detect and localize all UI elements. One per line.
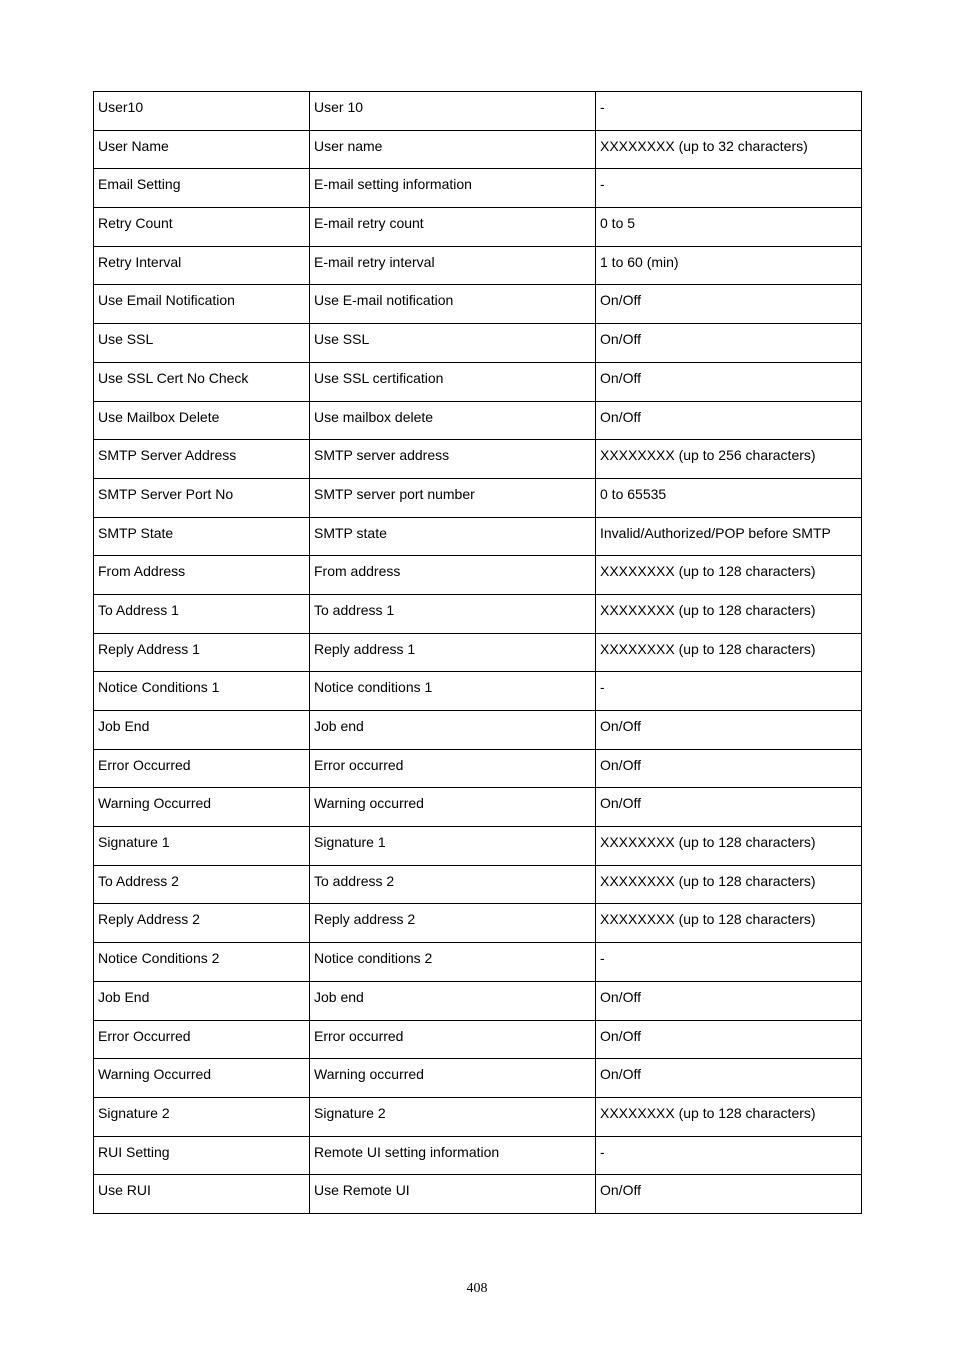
cell-text: Remote UI setting information: [314, 1143, 500, 1160]
cell-text: Retry Count: [98, 215, 173, 232]
setting-name-cell: [94, 981, 310, 1020]
value-cell: [596, 362, 862, 401]
value-cell: [596, 749, 862, 788]
cell-text: XXXXXXXX (up to 256 characters): [600, 447, 816, 464]
table-row: [94, 1175, 862, 1214]
value-cell: [596, 865, 862, 904]
setting-name-cell: [94, 324, 310, 363]
setting-name-cell: [94, 788, 310, 827]
setting-name-cell: [94, 478, 310, 517]
description-cell: [310, 788, 596, 827]
table-row: [94, 285, 862, 324]
table-row: [94, 1097, 862, 1136]
page-number: 408: [466, 1281, 488, 1296]
table-row: [94, 827, 862, 866]
table-row: [94, 981, 862, 1020]
description-cell: [310, 324, 596, 363]
cell-text: -: [600, 176, 605, 193]
cell-text: Error Occurred: [98, 756, 191, 773]
setting-name-cell: [94, 1097, 310, 1136]
table-row: [94, 594, 862, 633]
cell-text: Error occurred: [314, 1027, 404, 1044]
description-cell: [310, 1136, 596, 1175]
setting-name-cell: [94, 904, 310, 943]
setting-name-cell: [94, 672, 310, 711]
value-cell: [596, 246, 862, 285]
table-row: [94, 401, 862, 440]
value-cell: [596, 169, 862, 208]
value-cell: [596, 788, 862, 827]
cell-text: Signature 1: [314, 834, 386, 851]
cell-text: E-mail retry count: [314, 215, 424, 232]
cell-text: Use E-mail notification: [314, 292, 454, 309]
cell-text: User10: [98, 99, 144, 115]
cell-text: On/Off: [600, 795, 641, 812]
cell-text: Notice Conditions 1: [98, 679, 220, 696]
setting-name-cell: [94, 827, 310, 866]
value-cell: [596, 633, 862, 672]
setting-name-cell: [94, 92, 310, 131]
cell-text: Use Mailbox Delete: [98, 408, 220, 425]
cell-text: Notice Conditions 2: [98, 950, 220, 967]
setting-name-cell: [94, 711, 310, 750]
cell-text: Use SSL: [314, 331, 370, 348]
cell-text: Notice conditions 1: [314, 679, 433, 696]
cell-text: Use SSL certification: [314, 369, 444, 386]
value-cell: [596, 943, 862, 982]
description-cell: [310, 904, 596, 943]
cell-text: E-mail setting information: [314, 176, 472, 193]
description-cell: [310, 130, 596, 169]
cell-text: Signature 2: [314, 1104, 386, 1121]
value-cell: [596, 130, 862, 169]
value-cell: [596, 556, 862, 595]
description-cell: [310, 749, 596, 788]
table-row: [94, 208, 862, 247]
cell-text: On/Off: [600, 292, 641, 309]
description-cell: [310, 1097, 596, 1136]
cell-text: On/Off: [600, 1066, 641, 1083]
table-row: [94, 1020, 862, 1059]
cell-text: XXXXXXXX (up to 128 characters): [600, 834, 816, 851]
cell-text: Reply address 2: [314, 911, 416, 928]
cell-text: Use Email Notification: [98, 292, 235, 309]
value-cell: [596, 208, 862, 247]
value-cell: [596, 981, 862, 1020]
description-cell: [310, 556, 596, 595]
value-cell: [596, 672, 862, 711]
cell-text: RUI Setting: [98, 1143, 170, 1160]
cell-text: 1 to 60 (min): [600, 253, 679, 270]
cell-text: Retry Interval: [98, 253, 182, 270]
value-cell: [596, 1020, 862, 1059]
description-cell: [310, 711, 596, 750]
table-row: [94, 478, 862, 517]
setting-name-cell: [94, 440, 310, 479]
cell-text: To address 1: [314, 601, 395, 618]
cell-text: To Address 2: [98, 872, 179, 889]
cell-text: -: [600, 99, 605, 115]
value-cell: [596, 1136, 862, 1175]
cell-text: XXXXXXXX (up to 128 characters): [600, 911, 816, 928]
value-cell: [596, 478, 862, 517]
cell-text: XXXXXXXX (up to 128 characters): [600, 640, 816, 657]
description-cell: [310, 1059, 596, 1098]
cell-text: Warning Occurred: [98, 1066, 212, 1083]
cell-text: -: [600, 679, 605, 696]
value-cell: [596, 92, 862, 131]
cell-text: On/Off: [600, 718, 641, 734]
table-row: [94, 943, 862, 982]
cell-text: E-mail retry interval: [314, 253, 435, 270]
value-cell: [596, 827, 862, 866]
cell-text: XXXXXXXX (up to 128 characters): [600, 563, 816, 580]
table-row: [94, 1059, 862, 1098]
cell-text: SMTP server address: [314, 447, 450, 464]
setting-name-cell: [94, 594, 310, 633]
cell-text: Signature 2: [98, 1104, 170, 1121]
value-cell: [596, 285, 862, 324]
setting-name-cell: [94, 1059, 310, 1098]
description-cell: [310, 865, 596, 904]
description-cell: [310, 285, 596, 324]
cell-text: To Address 1: [98, 601, 179, 618]
cell-text: On/Off: [600, 408, 641, 425]
cell-text: Warning Occurred: [98, 795, 212, 812]
cell-text: On/Off: [600, 988, 641, 1005]
cell-text: SMTP state: [314, 524, 387, 541]
settings-table-body: [94, 92, 862, 1214]
description-cell: [310, 981, 596, 1020]
description-cell: [310, 440, 596, 479]
cell-text: -: [600, 1143, 605, 1160]
description-cell: [310, 169, 596, 208]
setting-name-cell: [94, 1136, 310, 1175]
setting-name-cell: [94, 246, 310, 285]
setting-name-cell: [94, 749, 310, 788]
value-cell: [596, 517, 862, 556]
cell-text: SMTP Server Port No: [98, 485, 234, 502]
description-cell: [310, 246, 596, 285]
setting-name-cell: [94, 401, 310, 440]
value-cell: [596, 324, 862, 363]
description-cell: [310, 517, 596, 556]
cell-text: Use SSL Cert No Check: [98, 369, 249, 386]
setting-name-cell: [94, 285, 310, 324]
value-cell: [596, 1175, 862, 1214]
cell-text: SMTP Server Address: [98, 447, 237, 464]
cell-text: On/Off: [600, 756, 641, 773]
value-cell: [596, 711, 862, 750]
table-row: [94, 865, 862, 904]
value-cell: [596, 440, 862, 479]
cell-text: Reply Address 1: [98, 640, 200, 657]
setting-name-cell: [94, 362, 310, 401]
value-cell: [596, 401, 862, 440]
description-cell: [310, 208, 596, 247]
cell-text: Invalid/Authorized/POP before SMTP: [600, 524, 831, 541]
table-row: [94, 672, 862, 711]
setting-name-cell: [94, 865, 310, 904]
setting-name-cell: [94, 169, 310, 208]
cell-text: On/Off: [600, 369, 641, 386]
description-cell: [310, 92, 596, 131]
table-row: [94, 440, 862, 479]
cell-text: SMTP State: [98, 524, 174, 541]
cell-text: Use SSL: [98, 331, 154, 348]
cell-text: Job end: [314, 988, 364, 1005]
table-row: [94, 711, 862, 750]
setting-name-cell: [94, 1175, 310, 1214]
cell-text: To address 2: [314, 872, 395, 889]
description-cell: [310, 594, 596, 633]
description-cell: [310, 1020, 596, 1059]
description-cell: [310, 827, 596, 866]
value-cell: [596, 904, 862, 943]
cell-text: Job End: [98, 988, 150, 1005]
table-row: [94, 788, 862, 827]
cell-text: XXXXXXXX (up to 128 characters): [600, 601, 816, 618]
table-row: [94, 1136, 862, 1175]
settings-table: [93, 91, 862, 1214]
description-cell: [310, 943, 596, 982]
cell-text: Reply Address 2: [98, 911, 200, 928]
cell-text: Error Occurred: [98, 1027, 191, 1044]
setting-name-cell: [94, 943, 310, 982]
cell-text: Use mailbox delete: [314, 408, 434, 425]
cell-text: On/Off: [600, 331, 641, 348]
setting-name-cell: [94, 130, 310, 169]
value-cell: [596, 1097, 862, 1136]
description-cell: [310, 633, 596, 672]
table-row: [94, 556, 862, 595]
cell-text: SMTP server port number: [314, 485, 475, 502]
cell-text: XXXXXXXX (up to 128 characters): [600, 1104, 816, 1121]
cell-text: From Address: [98, 563, 186, 580]
cell-text: From address: [314, 563, 401, 580]
setting-name-cell: [94, 633, 310, 672]
cell-text: User 10: [314, 99, 364, 115]
cell-text: Warning occurred: [314, 795, 424, 812]
table-row: [94, 324, 862, 363]
table-row: [94, 169, 862, 208]
table-row: [94, 517, 862, 556]
value-cell: [596, 1059, 862, 1098]
description-cell: [310, 362, 596, 401]
cell-text: Use RUI: [98, 1182, 151, 1199]
cell-text: On/Off: [600, 1027, 641, 1044]
cell-text: Warning occurred: [314, 1066, 424, 1083]
table-row: [94, 362, 862, 401]
value-cell: [596, 594, 862, 633]
cell-text: XXXXXXXX (up to 128 characters): [600, 872, 816, 889]
cell-text: On/Off: [600, 1182, 641, 1199]
cell-text: Job end: [314, 718, 364, 734]
cell-text: -: [600, 950, 605, 967]
description-cell: [310, 672, 596, 711]
cell-text: Job End: [98, 718, 150, 734]
cell-text: User Name: [98, 137, 169, 154]
description-cell: [310, 401, 596, 440]
setting-name-cell: [94, 556, 310, 595]
cell-text: Error occurred: [314, 756, 404, 773]
cell-text: Email Setting: [98, 176, 181, 193]
setting-name-cell: [94, 208, 310, 247]
description-cell: [310, 478, 596, 517]
table-row: [94, 92, 862, 131]
cell-text: 0 to 5: [600, 215, 636, 232]
table-row: [94, 904, 862, 943]
description-cell: [310, 1175, 596, 1214]
setting-name-cell: [94, 517, 310, 556]
setting-name-cell: [94, 1020, 310, 1059]
table-row: [94, 633, 862, 672]
cell-text: XXXXXXXX (up to 32 characters): [600, 137, 808, 154]
cell-text: Use Remote UI: [314, 1182, 410, 1199]
cell-text: User name: [314, 137, 383, 154]
cell-text: Notice conditions 2: [314, 950, 433, 967]
cell-text: Reply address 1: [314, 640, 416, 657]
table-row: [94, 130, 862, 169]
table-row: [94, 246, 862, 285]
cell-text: 0 to 65535: [600, 485, 667, 502]
table-row: [94, 749, 862, 788]
cell-text: Signature 1: [98, 834, 170, 851]
